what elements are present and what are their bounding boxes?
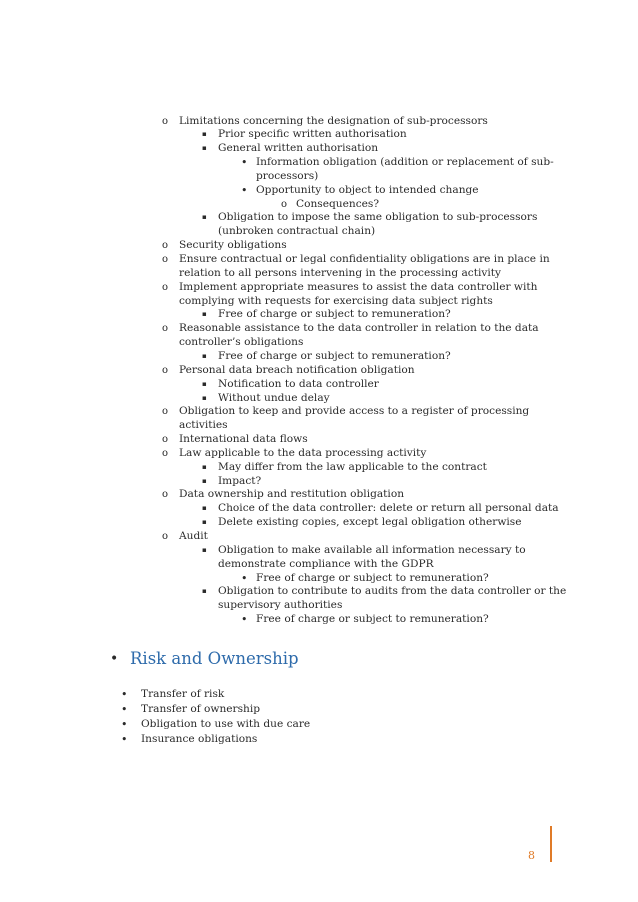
outline-item: Impact? [218,474,262,487]
square-bullet-icon: ▪ [202,351,207,360]
circle-bullet-icon: o [162,406,169,418]
outline-item: Obligation to make available all information necessary to [218,543,526,556]
section-list-item: Insurance obligations [141,732,258,745]
circle-bullet-icon: o [162,240,169,252]
circle-bullet-icon: o [162,254,169,265]
dot-bullet-icon: • [241,156,248,170]
outline-item: Security obligations [179,239,287,252]
square-bullet-icon: ▪ [202,393,207,402]
outline-item: Free of charge or subject to remuneration? [218,308,451,321]
outline-item: relation to all persons intervening in the processing activity [179,266,501,279]
square-bullet-icon: ▪ [202,130,207,139]
square-bullet-icon: ▪ [202,518,207,527]
square-bullet-icon: ▪ [202,587,207,596]
circle-bullet-icon: o [281,198,288,210]
square-bullet-icon: ▪ [202,144,207,153]
circle-bullet-icon: o [162,115,169,127]
dot-bullet-icon: • [121,688,128,701]
circle-bullet-icon: o [162,364,169,376]
outline-item: Ensure contractual or legal confidentiality obligations are in place in [179,253,550,265]
dot-bullet-icon: • [241,183,248,197]
circle-bullet-icon: o [162,447,169,459]
square-bullet-icon: ▪ [202,462,207,471]
outline-item: Free of charge or subject to remuneration? [256,613,489,626]
page-number: 8 [528,849,535,862]
outline-item: Without undue delay [218,391,330,404]
outline-item: International data flows [179,433,308,446]
outline-item: Prior specific written authorisation [218,128,407,141]
circle-bullet-icon: o [162,531,169,542]
outline-item: activities [179,419,228,432]
dot-bullet-icon: • [121,717,128,731]
outline-item: Audit [179,530,208,542]
outline-item: Obligation to impose the same obligation to sub-processors [218,211,538,224]
section-list-item: Obligation to use with due care [141,717,311,730]
outline-item: Limitations concerning the designation of sub-processors [179,114,488,127]
outline-item: complying with requests for exercising data subject rights [179,294,493,307]
dot-bullet-icon: • [121,702,128,716]
outline-item: Notification to data controller [218,377,379,390]
outline-item: processors) [256,169,319,182]
square-bullet-icon: ▪ [202,504,207,513]
outline-item: Opportunity to object to intended change [256,183,479,196]
footer-accent-bar [550,826,552,862]
outline-item: supervisory authorities [218,599,343,612]
circle-bullet-icon: o [162,323,169,335]
outline-item: Personal data breach notification obligation [179,363,415,376]
outline-item: May differ from the law applicable to the contract [218,460,487,473]
outline-item: controller’s obligations [179,336,304,349]
outline-item: General written authorisation [218,142,379,155]
outline-item: Consequences? [296,197,380,210]
outline-item: Obligation to keep and provide access to a register of processing [179,405,530,418]
heading-bullet: • [110,651,119,667]
circle-bullet-icon: o [162,489,169,501]
outline-item: Choice of the data controller: delete or return all personal data [218,502,559,515]
outline-item: Data ownership and restitution obligation [179,488,405,501]
outline-item: Reasonable assistance to the data controller in relation to the data [179,322,539,335]
outline-item: demonstrate compliance with the GDPR [218,557,434,570]
section-heading: Risk and Ownership [130,649,299,668]
square-bullet-icon: ▪ [202,310,207,319]
dot-bullet-icon: • [241,613,248,627]
outline-item: Free of charge or subject to remuneration? [218,349,451,362]
square-bullet-icon: ▪ [202,545,207,554]
square-bullet-icon: ▪ [202,476,207,485]
outline-item: Delete existing copies, except legal obligation otherwise [218,516,522,529]
square-bullet-icon: ▪ [202,213,207,222]
dot-bullet-icon: • [241,571,248,585]
outline-item: (unbroken contractual chain) [218,225,376,238]
section-list-item: Transfer of ownership [141,702,261,715]
outline-item: Free of charge or subject to remuneration? [256,571,489,584]
square-bullet-icon: ▪ [202,379,207,388]
dot-bullet-icon: • [121,732,128,746]
outline-item: Obligation to contribute to audits from the data controller or the [218,585,567,598]
outline-item: Information obligation (addition or replacement of sub- [256,156,554,169]
circle-bullet-icon: o [162,281,169,293]
section-list-item: Transfer of risk [141,688,225,700]
outline-item: Law applicable to the data processing activity [179,446,427,459]
outline-item: Implement appropriate measures to assist the data controller with [179,280,538,293]
circle-bullet-icon: o [162,434,169,446]
